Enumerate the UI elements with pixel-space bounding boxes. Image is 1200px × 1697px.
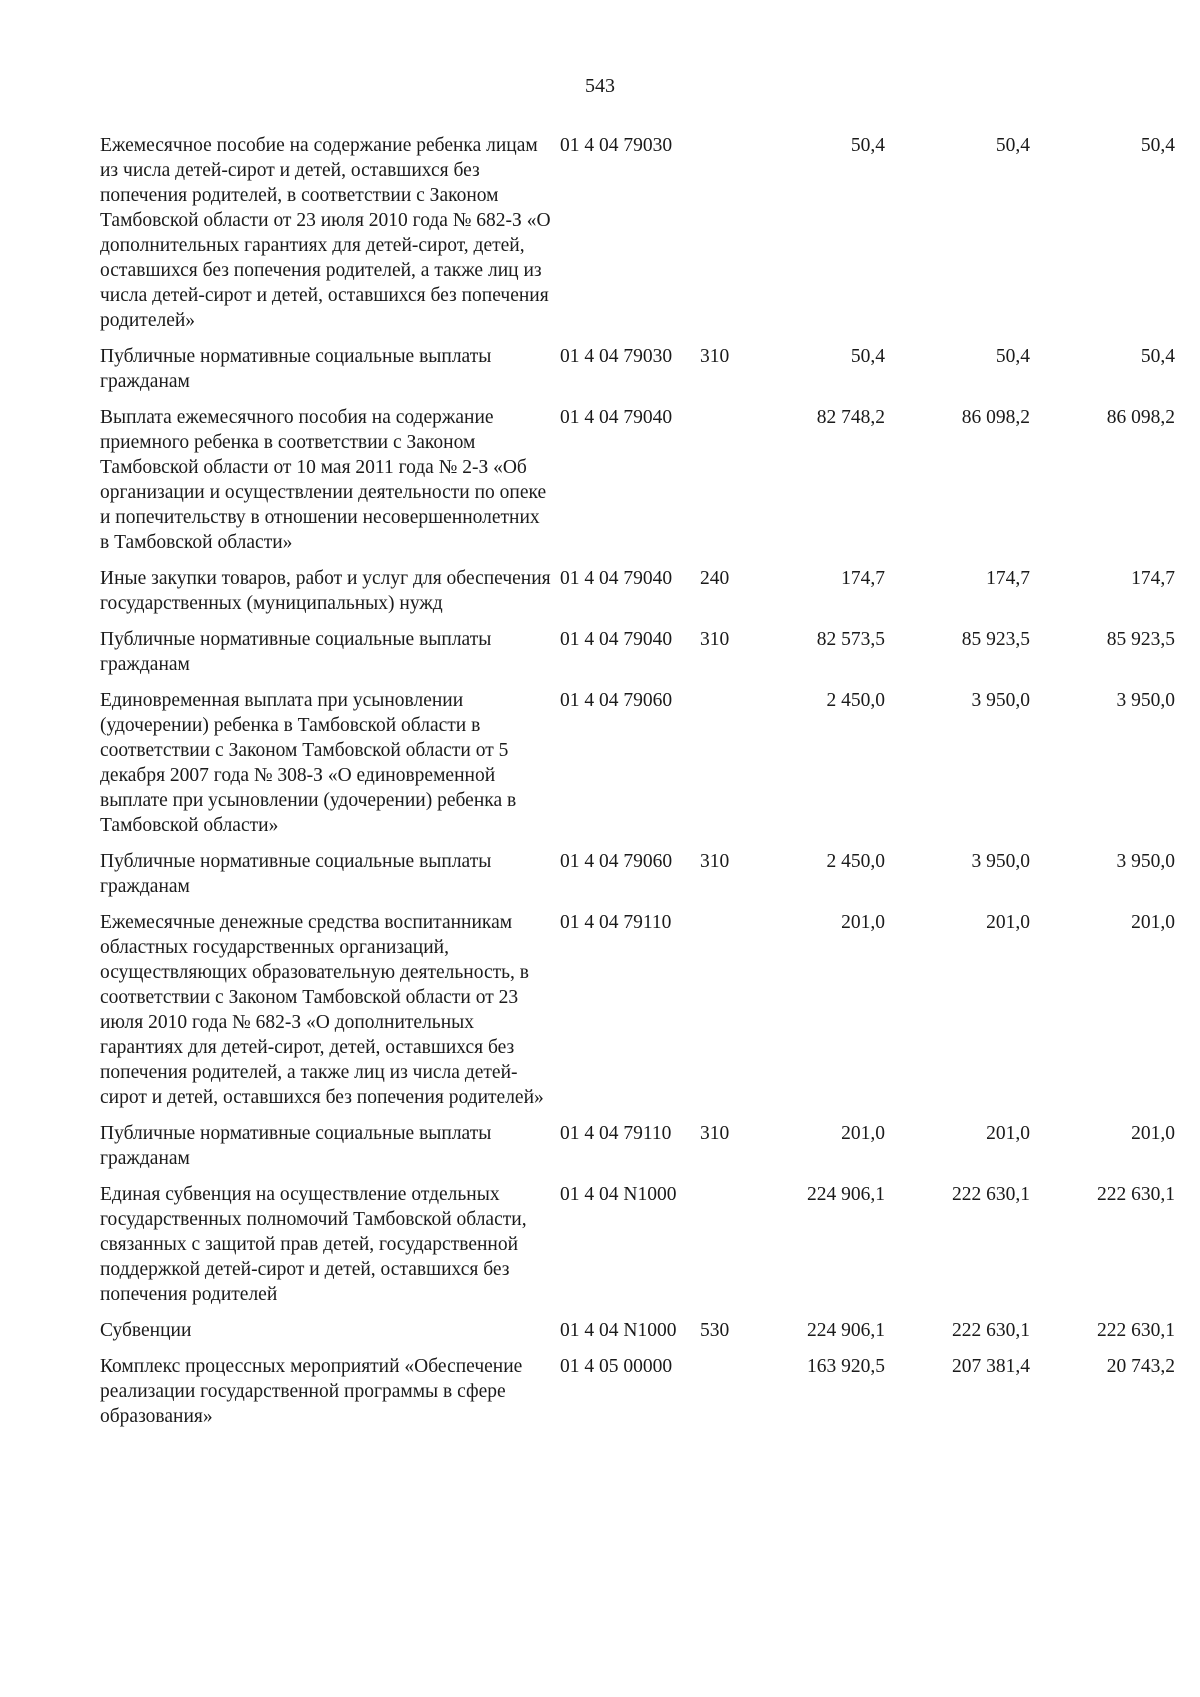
row-value-1: 224 906,1: [807, 1184, 885, 1205]
page-number: 543: [585, 75, 615, 97]
row-value-1: 174,7: [841, 568, 885, 589]
row-name: Субвенции: [100, 1320, 192, 1341]
row-value-2: 86 098,2: [961, 407, 1030, 428]
row-name: Публичные нормативные социальные выплаты гражданам: [100, 629, 492, 675]
row-value-3: 3 950,0: [1116, 690, 1175, 711]
row-value-2: 3 950,0: [971, 690, 1030, 711]
row-value-1: 82 573,5: [816, 629, 885, 650]
row-value-1: 163 920,5: [807, 1356, 885, 1377]
table-row: [100, 1318, 1175, 1343]
row-value-2: 222 630,1: [952, 1184, 1030, 1205]
row-value-1: 50,4: [850, 346, 885, 367]
table-row: [100, 849, 1175, 899]
row-value-2: 50,4: [995, 135, 1030, 156]
row-value-2: 3 950,0: [971, 851, 1030, 872]
row-value-3: 86 098,2: [1106, 407, 1175, 428]
row-code: 01 4 04 79060: [560, 690, 673, 711]
row-expense-type: 310: [700, 851, 730, 872]
table-row: [100, 910, 1175, 1110]
row-code: 01 4 04 79040: [560, 629, 673, 650]
row-name: Единая субвенция на осуществление отдельных государственных полномочий Тамбовской области, связанных с защитой прав детей, государственной поддержкой детей-сирот и детей, оставшихся без попечения родителей: [100, 1184, 527, 1305]
row-value-2: 222 630,1: [952, 1320, 1030, 1341]
row-value-3: 174,7: [1131, 568, 1175, 589]
row-code: 01 4 04 79110: [560, 912, 672, 933]
row-value-2: 85 923,5: [961, 629, 1030, 650]
row-value-3: 50,4: [1140, 346, 1175, 367]
row-expense-type: 310: [700, 1123, 730, 1144]
table-row: [100, 1182, 1175, 1307]
row-name: Выплата ежемесячного пособия на содержание приемного ребенка в соответствии с Законом Тамбовской области от 10 мая 2011 года № 2-З «Об организации и осуществлении деятельности по опеке и попечительству в отношении несовершеннолетних в Тамбовской области»: [100, 407, 547, 553]
table-row: [100, 688, 1175, 838]
row-value-2: 207 381,4: [952, 1356, 1030, 1377]
row-code: 01 4 05 00000: [560, 1356, 673, 1377]
row-value-3: 222 630,1: [1097, 1184, 1175, 1205]
table-row: [100, 1354, 1175, 1429]
row-expense-type: 310: [700, 346, 730, 367]
table-row: [100, 627, 1175, 677]
row-value-3: 222 630,1: [1097, 1320, 1175, 1341]
row-value-1: 224 906,1: [807, 1320, 885, 1341]
row-name: Ежемесячное пособие на содержание ребенка лицам из числа детей-сирот и детей, оставшихся без попечения родителей, в соответствии с Законом Тамбовской области от 23 июля 2010 года № 682-З «О дополнительных гарантиях для детей-сирот, детей, оставшихся без попечения родителей, а также лиц из числа детей-сирот и детей, оставшихся без попечения родителей»: [100, 135, 551, 331]
row-code: 01 4 04 N1000: [560, 1320, 677, 1341]
row-value-1: 201,0: [841, 1123, 885, 1144]
row-code: 01 4 04 79030: [560, 346, 673, 367]
row-value-2: 174,7: [986, 568, 1030, 589]
row-code: 01 4 04 79040: [560, 568, 673, 589]
row-value-2: 50,4: [995, 346, 1030, 367]
row-value-1: 50,4: [850, 135, 885, 156]
row-code: 01 4 04 N1000: [560, 1184, 677, 1205]
row-name: Публичные нормативные социальные выплаты гражданам: [100, 346, 492, 392]
row-name: Иные закупки товаров, работ и услуг для обеспечения государственных (муниципальных) нужд: [100, 568, 551, 614]
table-row: [100, 344, 1175, 394]
row-value-3: 20 743,2: [1106, 1356, 1175, 1377]
row-value-3: 50,4: [1140, 135, 1175, 156]
row-value-3: 201,0: [1131, 1123, 1175, 1144]
row-name: Комплекс процессных мероприятий «Обеспечение реализации государственной программы в сфере образования»: [100, 1356, 523, 1427]
row-name: Публичные нормативные социальные выплаты гражданам: [100, 1123, 492, 1169]
row-name: Единовременная выплата при усыновлении (удочерении) ребенка в Тамбовской области в соответствии с Законом Тамбовской области от 5 декабря 2007 года № 308-З «О единовременной выплате при усыновлении (удочерении) ребенка в Тамбовской области»: [100, 690, 517, 836]
row-value-3: 3 950,0: [1116, 851, 1175, 872]
row-value-3: 201,0: [1131, 912, 1175, 933]
table-row: [100, 566, 1175, 616]
row-expense-type: 530: [700, 1320, 730, 1341]
row-code: 01 4 04 79110: [560, 1123, 672, 1144]
row-expense-type: 310: [700, 629, 730, 650]
row-expense-type: 240: [700, 568, 730, 589]
budget-table: [100, 133, 1175, 1440]
row-name: Ежемесячные денежные средства воспитанникам областных государственных организаций, осуществляющих образовательную деятельность, в соответствии с Законом Тамбовской области от 23 июля 2010 года № 682-З «О дополнительных гарантиях для детей-сирот, детей, оставшихся без попечения родителей, а также лиц из числа детей-сирот и детей, оставшихся без попечения родителей»: [100, 912, 544, 1108]
row-code: 01 4 04 79030: [560, 135, 673, 156]
row-code: 01 4 04 79040: [560, 407, 673, 428]
row-value-1: 2 450,0: [826, 851, 885, 872]
row-value-2: 201,0: [986, 1123, 1030, 1144]
row-name: Публичные нормативные социальные выплаты гражданам: [100, 851, 492, 897]
row-value-1: 2 450,0: [826, 690, 885, 711]
row-value-2: 201,0: [986, 912, 1030, 933]
row-value-3: 85 923,5: [1106, 629, 1175, 650]
row-value-1: 82 748,2: [816, 407, 885, 428]
table-row: [100, 405, 1175, 555]
row-value-1: 201,0: [841, 912, 885, 933]
table-row: [100, 133, 1175, 333]
row-code: 01 4 04 79060: [560, 851, 673, 872]
table-row: [100, 1121, 1175, 1171]
